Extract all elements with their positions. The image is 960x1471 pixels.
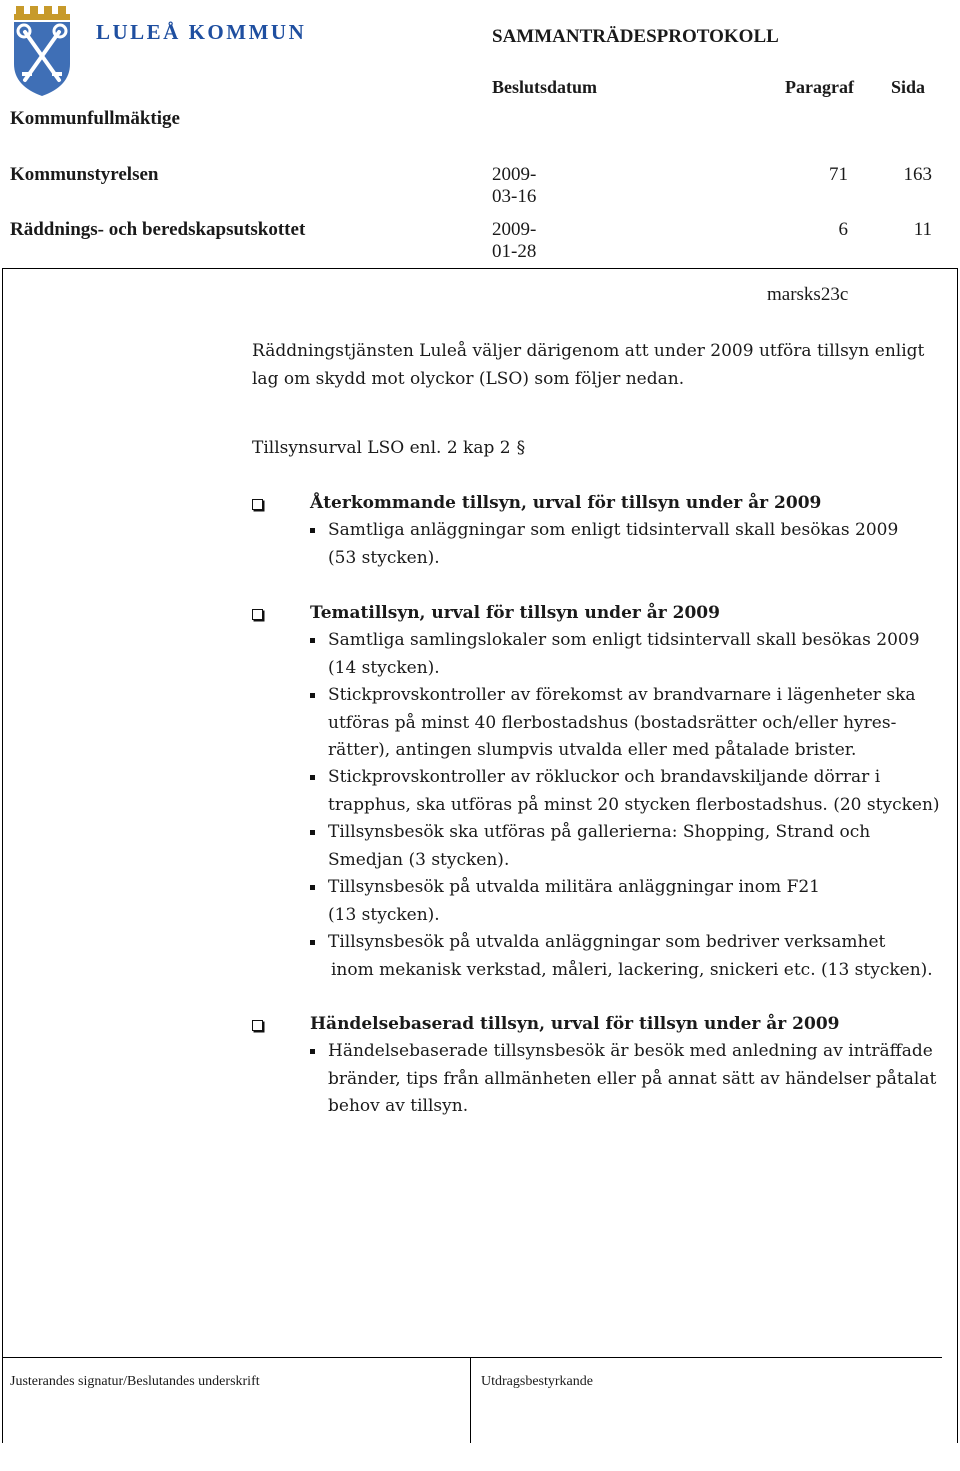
meeting-page: 11 xyxy=(913,219,932,240)
square-bullet-icon xyxy=(310,885,315,890)
section-title-text: Tillsynsurval LSO enl. 2 kap 2 xyxy=(252,438,511,458)
intro-paragraph xyxy=(252,338,952,393)
section-title xyxy=(252,435,525,463)
list-item: Samtliga samlingslokaler som enligt tidsintervall skall besökas 2009 (14 stycken). xyxy=(328,630,920,678)
list-item: Stickprovskontroller av förekomst av brandvarnare i lägenheter ska utföras på minst 40 flerbostadshus (bostadsrätter och/eller hyres- rätter), antingen slumpvis utvalda eller med påtalade brister. xyxy=(328,685,916,760)
square-bullet-icon xyxy=(310,528,315,533)
list-item: Händelsebaserade tillsynsbesök är besök med anledning av inträffade bränder, tips från allmänheten eller på annat sätt av händelser påtalat behov av tillsyn. xyxy=(328,1041,937,1116)
checkbox-bullet-icon xyxy=(252,499,263,510)
square-bullet-icon xyxy=(310,830,315,835)
intro-line: lag om skydd mot olyckor (LSO) som följer nedan. xyxy=(252,368,685,389)
footer-divider-line xyxy=(2,1357,942,1358)
group-heading: Återkommande tillsyn, urval för tillsyn under år 2009 xyxy=(310,493,822,513)
square-bullet-icon xyxy=(310,693,315,698)
checkbox-bullet-icon xyxy=(252,1020,263,1031)
certification-label: Utdragsbestyrkande xyxy=(481,1374,593,1389)
meeting-paragraph: 6 xyxy=(838,219,848,240)
column-header-date: Beslutsdatum xyxy=(492,77,598,97)
list-item: Tillsynsbesök på utvalda anläggningar som bedriver verksamhet inom mekanisk verkstad, måleri, lackering, snickeri etc. (13 stycken). xyxy=(328,932,933,980)
meeting-page: 163 xyxy=(903,164,932,185)
frame-border-top xyxy=(2,268,958,269)
document-reference: marsks23c xyxy=(767,284,849,305)
group-heading: Tematillsyn, urval för tillsyn under år 2009 xyxy=(310,603,720,623)
list-item: Tillsynsbesök ska utföras på gallerierna: Shopping, Strand och Smedjan (3 stycken). xyxy=(328,822,871,870)
frame-border-left xyxy=(2,268,3,1443)
group-heading: Händelsebaserad tillsyn, urval för tillsyn under år 2009 xyxy=(310,1014,840,1034)
crossed-keys-crest-icon xyxy=(10,6,76,96)
column-header-page: Sida xyxy=(891,77,926,97)
paragraph-sign-icon: § xyxy=(516,438,526,458)
signature-label: Justerandes signatur/Beslutandes underskrift xyxy=(10,1374,260,1389)
footer-column-divider xyxy=(470,1357,471,1443)
list-item: Tillsynsbesök på utvalda militära anläggningar inom F21 (13 stycken). xyxy=(328,877,820,925)
meeting-date: 2009-03-16 xyxy=(492,164,537,207)
document-type-title: SAMMANTRÄDESPROTOKOLL xyxy=(492,26,779,47)
decision-body-label: Kommunfullmäktige xyxy=(10,108,180,129)
meeting-body-name: Kommunstyrelsen xyxy=(10,164,159,185)
square-bullet-icon xyxy=(310,638,315,643)
square-bullet-icon xyxy=(310,940,315,945)
organization-name: LULEÅ KOMMUN xyxy=(96,20,307,44)
intro-line: Räddningstjänsten Luleå väljer därigenom att under 2009 utföra tillsyn enligt xyxy=(252,341,925,361)
list-item: Stickprovskontroller av rökluckor och brandavskiljande dörrar i trapphus, ska utföras på minst 20 stycken flerbostadshus. (20 stycken) xyxy=(328,767,940,815)
column-header-paragraph: Paragraf xyxy=(785,77,854,97)
square-bullet-icon xyxy=(310,775,315,780)
list-item: Samtliga anläggningar som enligt tidsintervall skall besökas 2009 (53 stycken). xyxy=(328,520,899,568)
meeting-date: 2009-01-28 xyxy=(492,219,537,262)
meeting-paragraph: 71 xyxy=(829,164,848,185)
meeting-body-name: Räddnings- och beredskapsutskottet xyxy=(10,219,306,240)
square-bullet-icon xyxy=(310,1049,315,1054)
checkbox-bullet-icon xyxy=(252,609,263,620)
